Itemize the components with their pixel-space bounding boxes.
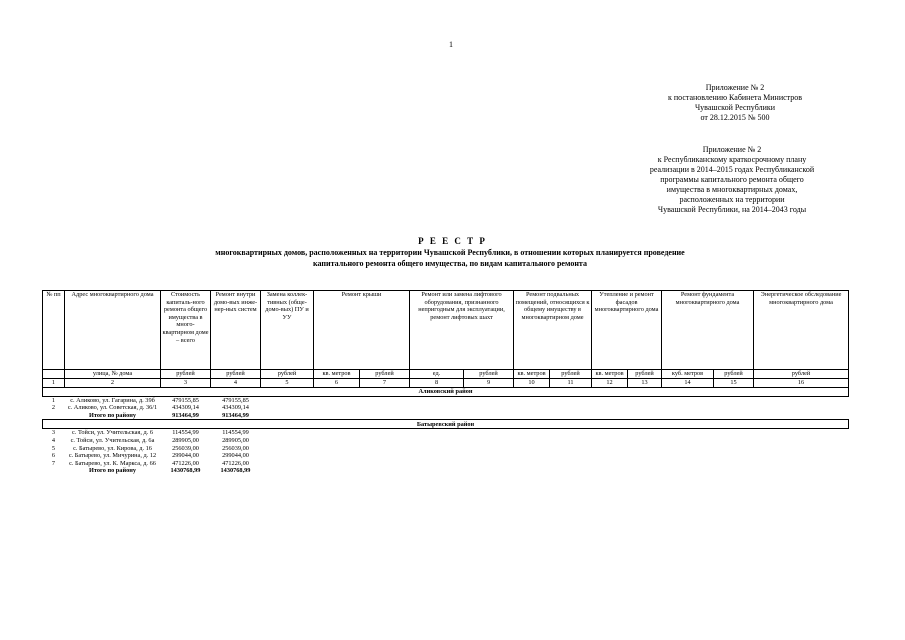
empty-cell [261, 452, 314, 460]
empty-cell [714, 396, 754, 404]
empty-cell [550, 437, 592, 445]
empty-cell [662, 437, 714, 445]
empty-cell [464, 452, 514, 460]
empty-cell [592, 404, 628, 412]
header-roof: Ремонт крыши [314, 291, 410, 370]
empty-cell [514, 445, 550, 453]
empty-cell [550, 460, 592, 468]
row-number: 3 [51, 429, 56, 437]
empty-cell [464, 404, 514, 412]
appendix-block-resolution [625, 83, 845, 123]
empty-cell [592, 460, 628, 468]
column-numbers-row [43, 379, 849, 388]
empty-cell [261, 467, 314, 475]
empty-cell [662, 396, 714, 404]
header-basement: Ремонт подвальных помещений, относящихся к общему имуществу в многоквартирном доме [514, 291, 592, 370]
empty-cell [410, 412, 464, 420]
empty-cell [592, 467, 628, 475]
district-name: Аликовский район [43, 387, 849, 396]
empty-cell [550, 412, 592, 420]
empty-cell [514, 412, 550, 420]
empty-cell [662, 404, 714, 412]
empty-cell [592, 396, 628, 404]
empty-cell [592, 412, 628, 420]
row-number: 2 [51, 404, 56, 412]
empty-cell [464, 460, 514, 468]
empty-cell [592, 437, 628, 445]
empty-cell [550, 445, 592, 453]
total-cost: 1430768,99 [170, 467, 201, 475]
empty-cell [628, 445, 662, 453]
header-elevator: Ремонт или замена лифтового оборудования, признанного непригодным для эксплуатации, ремонт лифтовых шахт [410, 291, 514, 370]
registry-subtitle [100, 247, 800, 269]
empty-cell [360, 404, 410, 412]
empty-cell [410, 396, 464, 404]
column-number: 2 [65, 379, 161, 388]
empty-cell [410, 404, 464, 412]
empty-cell [592, 452, 628, 460]
empty-cell [410, 429, 464, 437]
empty-cell [261, 445, 314, 453]
row-number: 5 [51, 444, 56, 452]
appendix-line: расположенных на территории [679, 195, 785, 204]
row-cost: 479155,85 [172, 396, 199, 404]
row-number: 6 [51, 452, 56, 460]
empty-cell [628, 412, 662, 420]
empty-cell [514, 452, 550, 460]
empty-cell [410, 452, 464, 460]
empty-cell [261, 404, 314, 412]
empty-cell [754, 412, 849, 420]
column-number: 7 [360, 379, 410, 388]
empty-cell [550, 452, 592, 460]
empty-cell [360, 437, 410, 445]
appendix-line: к Республиканскому краткосрочному плану [657, 155, 807, 164]
table-row [43, 396, 849, 404]
total-cost: 913464,99 [172, 411, 199, 419]
appendix-line: реализации в 2014–2015 годах Республиканской [649, 165, 815, 174]
empty-cell [754, 437, 849, 445]
header-foundation: Ремонт фундамента многоквартирного дома [662, 291, 754, 370]
row-number: 1 [51, 396, 56, 404]
unit-cell: рублей [714, 370, 754, 379]
empty-cell [714, 429, 754, 437]
empty-cell [464, 412, 514, 420]
empty-cell [314, 467, 360, 475]
empty-cell [714, 452, 754, 460]
row-cost: 114554,99 [172, 429, 199, 437]
empty-cell [360, 412, 410, 420]
appendix-block-plan [622, 145, 842, 215]
empty-cell [628, 429, 662, 437]
empty-cell [754, 467, 849, 475]
row-address: с. Батырево, ул. Мичурина, д. 12 [68, 452, 157, 460]
empty-cell [360, 396, 410, 404]
column-number: 10 [514, 379, 550, 388]
district-row [43, 420, 849, 429]
empty-cell [410, 467, 464, 475]
empty-cell [464, 467, 514, 475]
empty-cell [410, 437, 464, 445]
unit-cell: куб. метров [662, 370, 714, 379]
empty-cell [754, 460, 849, 468]
header-cost: Стоимость капиталь-ного ремонта общего имущества в много-квартирном доме – всего [161, 291, 211, 370]
empty-cell [550, 429, 592, 437]
empty-cell [360, 467, 410, 475]
district-total-row [43, 412, 849, 420]
unit-cell: рублей [360, 370, 410, 379]
column-number: 14 [662, 379, 714, 388]
row-cost: 434309,14 [172, 404, 199, 412]
district-total-row [43, 467, 849, 475]
total-label: Итого по району [88, 411, 137, 419]
row-address: с. Аликово, ул. Гагарина, д. 39б [70, 396, 155, 404]
appendix-line: к постановлению Кабинета Министров [667, 93, 803, 102]
empty-cell [261, 412, 314, 420]
row-address: с. Аликово, ул. Советская, д. 36/1 [67, 404, 158, 412]
column-number: 6 [314, 379, 360, 388]
empty-cell [464, 396, 514, 404]
empty-cell [464, 437, 514, 445]
appendix-line: Чувашской Республики [694, 103, 776, 112]
unit-cell: рублей [550, 370, 592, 379]
row-internal-systems: 479155,85 [222, 396, 249, 404]
table-header-row [43, 291, 849, 370]
empty-cell [628, 404, 662, 412]
subtitle-line: многоквартирных домов, расположенных на территории Чувашской Республики, в отношении которых планируется проведение [215, 248, 685, 257]
empty-cell [360, 445, 410, 453]
column-number: 8 [410, 379, 464, 388]
unit-cell: улица, № дома [65, 370, 161, 379]
empty-cell [464, 429, 514, 437]
empty-cell [314, 445, 360, 453]
unit-cell: рублей [161, 370, 211, 379]
empty-cell [628, 452, 662, 460]
header-no: № пп [43, 291, 65, 370]
empty-cell [662, 467, 714, 475]
empty-cell [550, 396, 592, 404]
row-internal-systems: 289905,00 [222, 436, 249, 444]
total-internal-systems: 913464,99 [222, 411, 249, 419]
empty-cell [514, 404, 550, 412]
unit-cell: кв. метров [314, 370, 360, 379]
header-facade: Утепление и ремонт фасадов многоквартирного дома [592, 291, 662, 370]
total-internal-systems: 1430768,99 [220, 467, 251, 475]
table-row [43, 437, 849, 445]
empty-cell [714, 467, 754, 475]
empty-cell [43, 467, 65, 475]
empty-cell [628, 460, 662, 468]
column-number: 11 [550, 379, 592, 388]
empty-cell [592, 445, 628, 453]
row-address: с. Тойси, ул. Учительская, д. 6 [72, 429, 153, 437]
row-internal-systems: 471226,00 [222, 459, 249, 467]
empty-cell [714, 445, 754, 453]
empty-cell [714, 412, 754, 420]
empty-cell [314, 452, 360, 460]
empty-cell [754, 429, 849, 437]
empty-cell [314, 404, 360, 412]
column-number: 5 [261, 379, 314, 388]
table-row [43, 429, 849, 437]
empty-cell [662, 429, 714, 437]
empty-cell [514, 460, 550, 468]
empty-cell [360, 460, 410, 468]
empty-cell [662, 412, 714, 420]
empty-cell [314, 437, 360, 445]
unit-cell: ед. [410, 370, 464, 379]
unit-cell: рублей [464, 370, 514, 379]
empty-cell [714, 437, 754, 445]
empty-cell [514, 429, 550, 437]
empty-cell [714, 460, 754, 468]
row-internal-systems: 434309,14 [222, 404, 249, 412]
row-address: с. Тойси, ул. Учительская, д. 6а [70, 436, 155, 444]
column-number: 16 [754, 379, 849, 388]
empty-cell [628, 396, 662, 404]
empty-cell [360, 429, 410, 437]
empty-cell [314, 396, 360, 404]
empty-cell [314, 460, 360, 468]
empty-cell [754, 404, 849, 412]
row-internal-systems: 256039,00 [222, 444, 249, 452]
empty-cell [514, 396, 550, 404]
row-number: 7 [51, 459, 56, 467]
appendix-line: Приложение № 2 [705, 83, 765, 92]
column-number: 15 [714, 379, 754, 388]
appendix-line: от 28.12.2015 № 500 [700, 113, 770, 122]
empty-cell [410, 445, 464, 453]
header-energy: Энергетическое обследование многоквартирного дома [754, 291, 849, 370]
header-address: Адрес многоквартирного дома [65, 291, 161, 370]
empty-cell [261, 460, 314, 468]
row-cost: 299044,00 [172, 452, 199, 460]
empty-cell [314, 412, 360, 420]
column-number: 4 [211, 379, 261, 388]
unit-cell: рублей [261, 370, 314, 379]
registry-title: Р Е Е С Т Р [418, 236, 487, 246]
empty-cell [628, 467, 662, 475]
empty-cell [628, 437, 662, 445]
empty-cell [754, 452, 849, 460]
appendix-line: имущества в многоквартирных домах, [666, 185, 798, 194]
empty-cell [261, 396, 314, 404]
row-address: с. Батырево, ул. К. Маркса, д. 66 [69, 459, 156, 467]
unit-cell [43, 370, 65, 379]
table-row [43, 460, 849, 468]
empty-cell [410, 460, 464, 468]
table-row [43, 404, 849, 412]
table-row [43, 452, 849, 460]
subtitle-line: капитального ремонта общего имущества, по видам капитального ремонта [313, 259, 587, 268]
units-row [43, 370, 849, 379]
appendix-line: Приложение № 2 [702, 145, 762, 154]
column-number: 1 [43, 379, 65, 388]
header-internal-systems: Ремонт внутри домо-вых инже-нер-ных систем [211, 291, 261, 370]
empty-cell [464, 445, 514, 453]
header-meters: Замена коллек-тивных (обще-домо-вых) ПУ и УУ [261, 291, 314, 370]
row-cost: 289905,00 [172, 436, 199, 444]
row-number: 4 [51, 436, 56, 444]
unit-cell: рублей [754, 370, 849, 379]
row-cost: 256039,00 [172, 444, 199, 452]
appendix-line: программы капитального ремонта общего [660, 175, 804, 184]
column-number: 12 [592, 379, 628, 388]
row-internal-systems: 299044,00 [222, 452, 249, 460]
column-number: 9 [464, 379, 514, 388]
empty-cell [261, 437, 314, 445]
empty-cell [514, 437, 550, 445]
row-address: с. Батырево, ул. Кирова, д. 16 [73, 444, 152, 452]
empty-cell [754, 445, 849, 453]
empty-cell [662, 460, 714, 468]
empty-cell [514, 467, 550, 475]
column-number: 3 [161, 379, 211, 388]
registry-table [42, 290, 849, 475]
empty-cell [714, 404, 754, 412]
total-label: Итого по району [88, 467, 137, 475]
column-number: 13 [628, 379, 662, 388]
page-number: 1 [449, 40, 453, 49]
table-row [43, 445, 849, 453]
empty-cell [662, 452, 714, 460]
empty-cell [662, 445, 714, 453]
unit-cell: кв. метров [514, 370, 550, 379]
empty-cell [754, 396, 849, 404]
row-cost: 471226,00 [172, 459, 199, 467]
unit-cell: кв. метров [592, 370, 628, 379]
district-name: Батыревский район [43, 420, 849, 429]
empty-cell [314, 429, 360, 437]
row-internal-systems: 114554,99 [222, 429, 249, 437]
unit-cell: рублей [211, 370, 261, 379]
empty-cell [43, 412, 65, 420]
empty-cell [592, 429, 628, 437]
empty-cell [550, 404, 592, 412]
empty-cell [261, 429, 314, 437]
appendix-line: Чувашской Республики, на 2014–2043 годы [657, 205, 807, 214]
empty-cell [550, 467, 592, 475]
district-row [43, 387, 849, 396]
unit-cell: рублей [628, 370, 662, 379]
empty-cell [360, 452, 410, 460]
